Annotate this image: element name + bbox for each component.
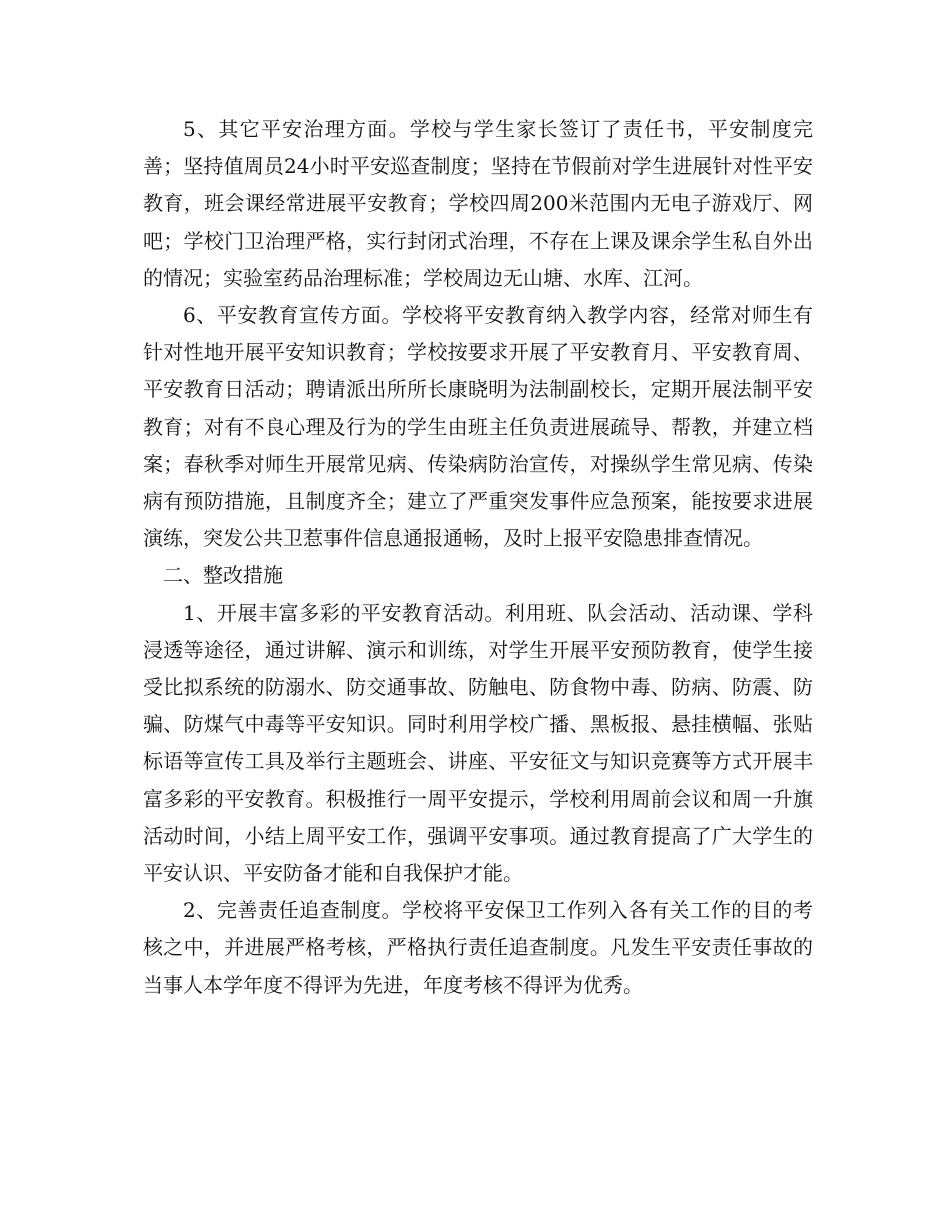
paragraph-accountability-system: 2、完善责任追查制度。学校将平安保卫工作列入各有关工作的目的考核之中，并进展严格考核，严格执行责任追查制度。凡发生平安责任事故的当事人本学年度不得评为先进，年度考核不得评为优秀。	[143, 898, 813, 997]
section-heading-rectification: 二、整改措施	[163, 563, 283, 588]
document-body	[143, 111, 813, 1004]
paragraph-safety-management: 5、其它平安治理方面。学校与学生家长签订了责任书，平安制度完善；坚持值周员24小时平安巡查制度；坚持在节假前对学生进展针对性平安教育，班会课经常进展平安教育；学校四周200米范围内无电子游戏厅、网吧；学校门卫治理严格，实行封闭式治理，不存在上课及课余学生私自外出的情况；实验室药品治理标准；学校周边无山塘、水库、江河。	[143, 117, 813, 290]
paragraph-safety-education: 6、平安教育宣传方面。学校将平安教育纳入教学内容，经常对师生有针对性地开展平安知识教育；学校按要求开展了平安教育月、平安教育周、平安教育日活动；聘请派出所所长康晓明为法制副校长，定期开展法制平安教育；对有不良心理及行为的学生由班主任负责进展疏导、帮教，并建立档案；春秋季对师生开展常见病、传染病防治宣传，对操纵学生常见病、传染病有预防措施，且制度齐全；建立了严重突发事件应急预案，能按要求进展演练，突发公共卫惹事件信息通报通畅，及时上报平安隐患排查情况。	[143, 303, 813, 551]
paragraph-education-activities: 1、开展丰富多彩的平安教育活动。利用班、队会活动、活动课、学科浸透等途径，通过讲解、演示和训练，对学生开展平安预防教育，使学生接受比拟系统的防溺水、防交通事故、防触电、防食物中毒、防病、防震、防骗、防煤气中毒等平安知识。同时利用学校广播、黑板报、悬挂横幅、张贴标语等宣传工具及举行主题班会、讲座、平安征文与知识竞赛等方式开展丰富多彩的平安教育。积极推行一周平安提示，学校利用周前会议和周一升旗活动时间，小结上周平安工作，强调平安事项。通过教育提高了广大学生的平安认识、平安防备才能和自我保护才能。	[143, 600, 813, 886]
